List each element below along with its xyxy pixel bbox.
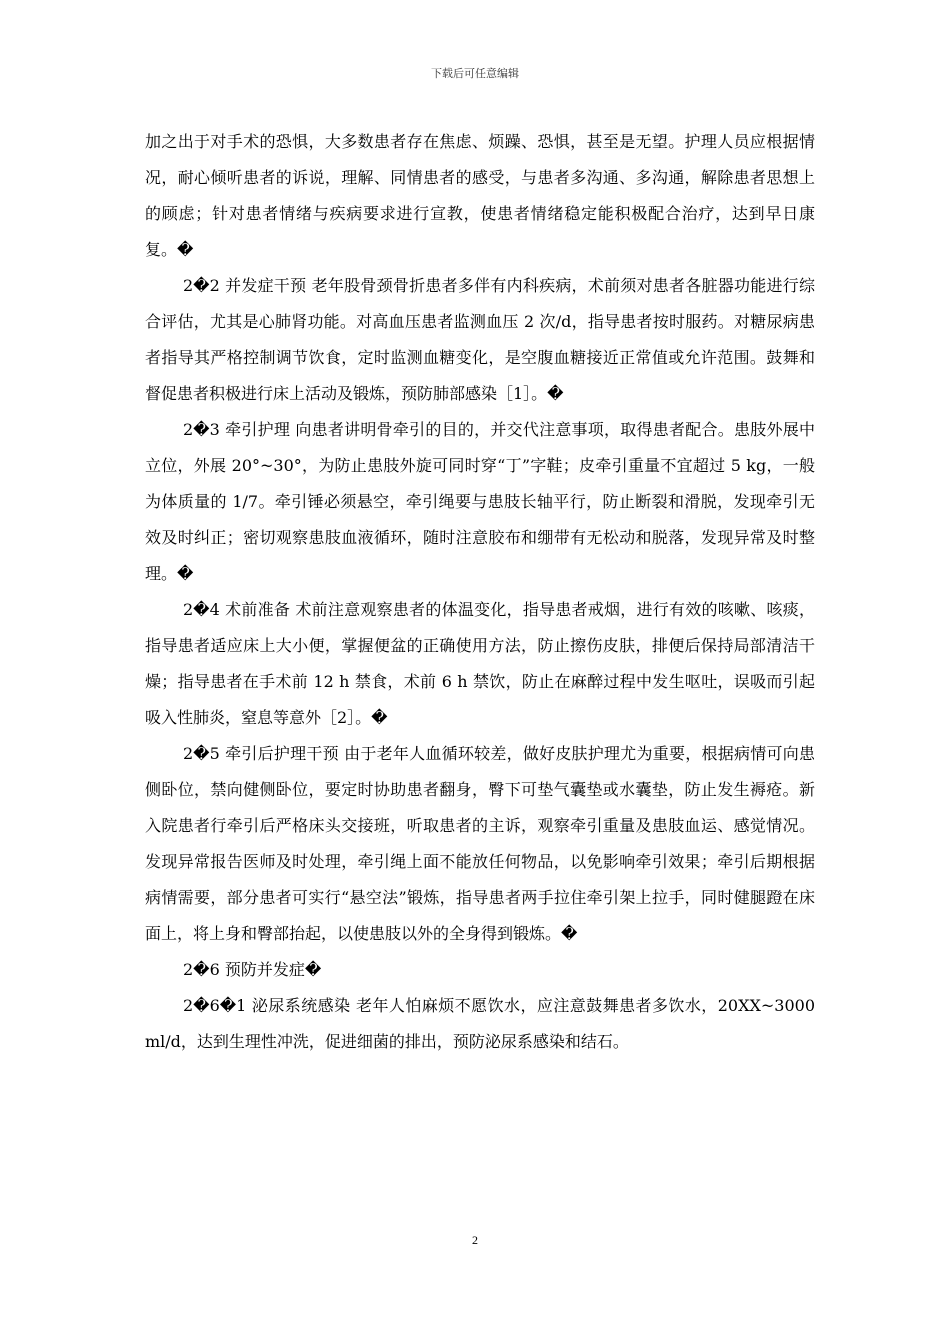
page-number: 2	[472, 1233, 478, 1247]
paragraph-prevent-complications: 2�6 预防并发症�	[183, 960, 322, 979]
paragraph-traction-care: 2�3 牵引护理 向患者讲明骨牵引的目的，并交代注意事项，取得患者配合。患肢外展中立位，外展 20°~30°，为防止患肢外旋可同时穿“丁”字鞋；皮牵引重量不宜超过 5 kg，一般为体质量的 1/7。牵引锤必须悬空，牵引绳要与患肢长轴平行，防止断裂和滑脱，发现牵引无效及时纠正；密切观察患肢血液循环，随时注意胶布和绷带有无松动和脱落，发现异常及时整理。�	[145, 420, 815, 583]
paragraph-preoperative-prep: 2�4 术前准备 术前注意观察患者的体温变化，指导患者戒烟，进行有效的咳嗽、咳痰，指导患者适应床上大小便，掌握便盆的正确使用方法，防止擦伤皮肤，排便后保持局部清洁干燥；指导患者在手术前 12 h 禁食，术前 6 h 禁饮，防止在麻醉过程中发生呕吐，误吸而引起吸入性肺炎，窒息等意外［2］。�	[145, 600, 815, 727]
paragraph-urinary-infection: 2�6�1 泌尿系统感染 老年人怕麻烦不愿饮水，应注意鼓舞患者多饮水，20XX~3000 ml/d，达到生理性冲洗，促进细菌的排出，预防泌尿系感染和结石。	[145, 996, 815, 1051]
paragraph-post-traction-care: 2�5 牵引后护理干预 由于老年人血循环较差，做好皮肤护理尤为重要，根据病情可向患侧卧位，禁向健侧卧位，要定时协助患者翻身，臀下可垫气囊垫或水囊垫，防止发生褥疮。新入院患者行牵引后严格床头交接班，听取患者的主诉，观察牵引重量及患肢血运、感觉情况。发现异常报告医师及时处理，牵引绳上面不能放任何物品，以免影响牵引效果；牵引后期根据病情需要，部分患者可实行“悬空法”锻炼，指导患者两手拉住牵引架上拉手，同时健腿蹬在床面上，将上身和臀部抬起，以使患肢以外的全身得到锻炼。�	[145, 744, 815, 943]
paragraph-complication-intervention: 2�2 并发症干预 老年股骨颈骨折患者多伴有内科疾病，术前须对患者各脏器功能进行综合评估，尤其是心肺肾功能。对高血压患者监测血压 2 次/d，指导患者按时服药。对糖尿病患者指导其严格控制调节饮食，定时监测血糖变化，是空腹血糖接近正常值或允许范围。鼓舞和督促患者积极进行床上活动及锻炼，预防肺部感染［1］。�	[145, 276, 815, 403]
paragraph-intro: 加之出于对手术的恐惧，大多数患者存在焦虑、烦躁、恐惧，甚至是无望。护理人员应根据情况，耐心倾听患者的诉说，理解、同情患者的感受，与患者多沟通、多沟通，解除患者思想上的顾虑；针对患者情绪与疾病要求进行宣教，使患者情绪稳定能积极配合治疗，达到早日康复。�	[145, 132, 815, 259]
page-header: 下载后可任意编辑	[431, 67, 519, 80]
document-body	[145, 124, 815, 1060]
